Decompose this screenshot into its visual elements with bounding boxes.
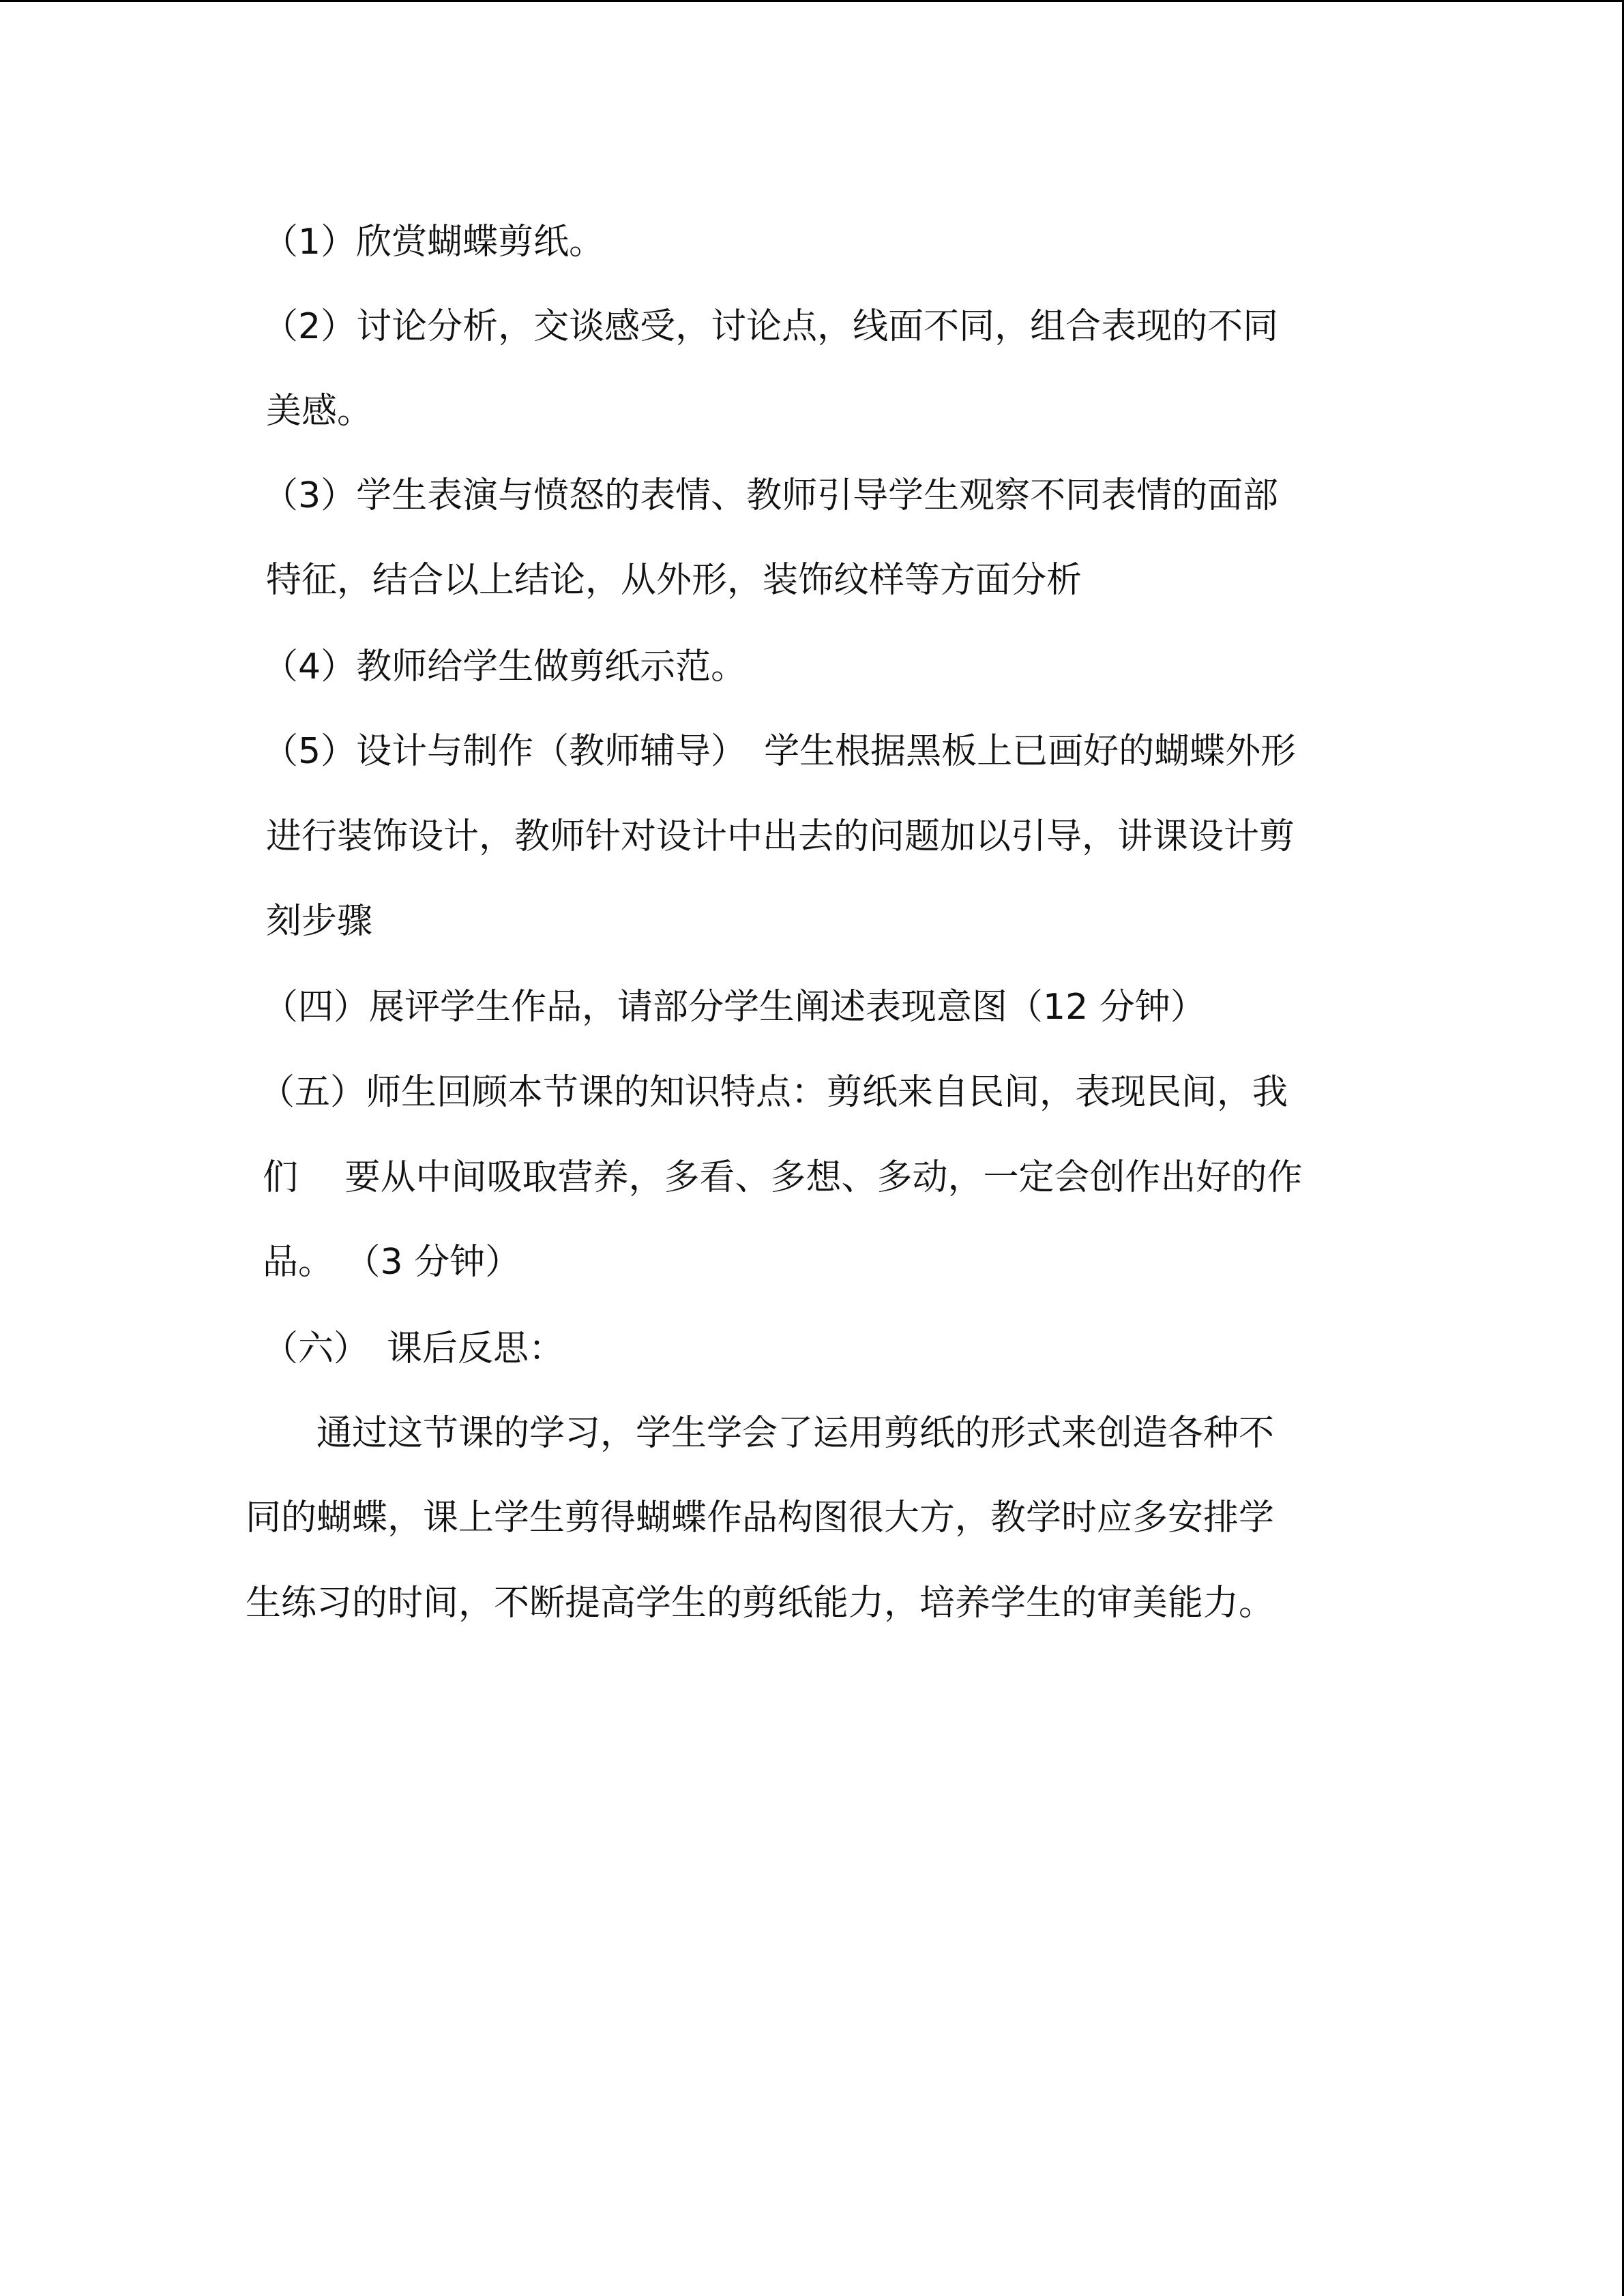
text-line-16: 同的蝴蝶，课上学生剪得蝴蝶作品构图很大方，教学时应多安排学 (246, 1497, 1275, 1538)
text-line-4: （3）学生表演与愤怒的表情、教师引导学生观察不同表情的面部 (263, 475, 1279, 516)
text-line-2: （2）讨论分析，交谈感受，讨论点，线面不同，组合表现的不同 (263, 306, 1279, 347)
text-line-8: 进行装饰设计，教师针对设计中出去的问题加以引导，讲课设计剪 (266, 816, 1295, 857)
text-line-5: 特征，结合以上结论，从外形，装饰纹样等方面分析 (266, 560, 1082, 601)
text-line-13: 品。 （3 分钟） (263, 1242, 521, 1283)
text-line-15: 通过这节课的学习，学生学会了运用剪纸的形式来创造各种不 (246, 1413, 1275, 1454)
text-line-11: （五）师生回顾本节课的知识特点：剪纸来自民间，表现民间，我 (259, 1072, 1288, 1113)
text-line-14: （六） 课后反思： (263, 1328, 565, 1369)
text-line-9: 刻步骤 (266, 901, 373, 942)
text-line-6: （4）教师给学生做剪纸示范。 (263, 646, 747, 687)
text-line-12: 们 要从中间吸取营养，多看、多想、多动，一定会创作出好的作 (263, 1157, 1303, 1198)
document-page (0, 2, 1622, 2296)
text-line-1: （1）欣赏蝴蝶剪纸。 (263, 222, 605, 263)
text-line-17: 生练习的时间，不断提高学生的剪纸能力，培养学生的审美能力。 (246, 1583, 1275, 1624)
text-line-10: （四）展评学生作品，请部分学生阐述表现意图（12 分钟） (263, 987, 1206, 1028)
text-line-3: 美感。 (266, 391, 373, 432)
text-line-7: （5）设计与制作（教师辅导） 学生根据黑板上已画好的蝴蝶外形 (263, 731, 1297, 772)
